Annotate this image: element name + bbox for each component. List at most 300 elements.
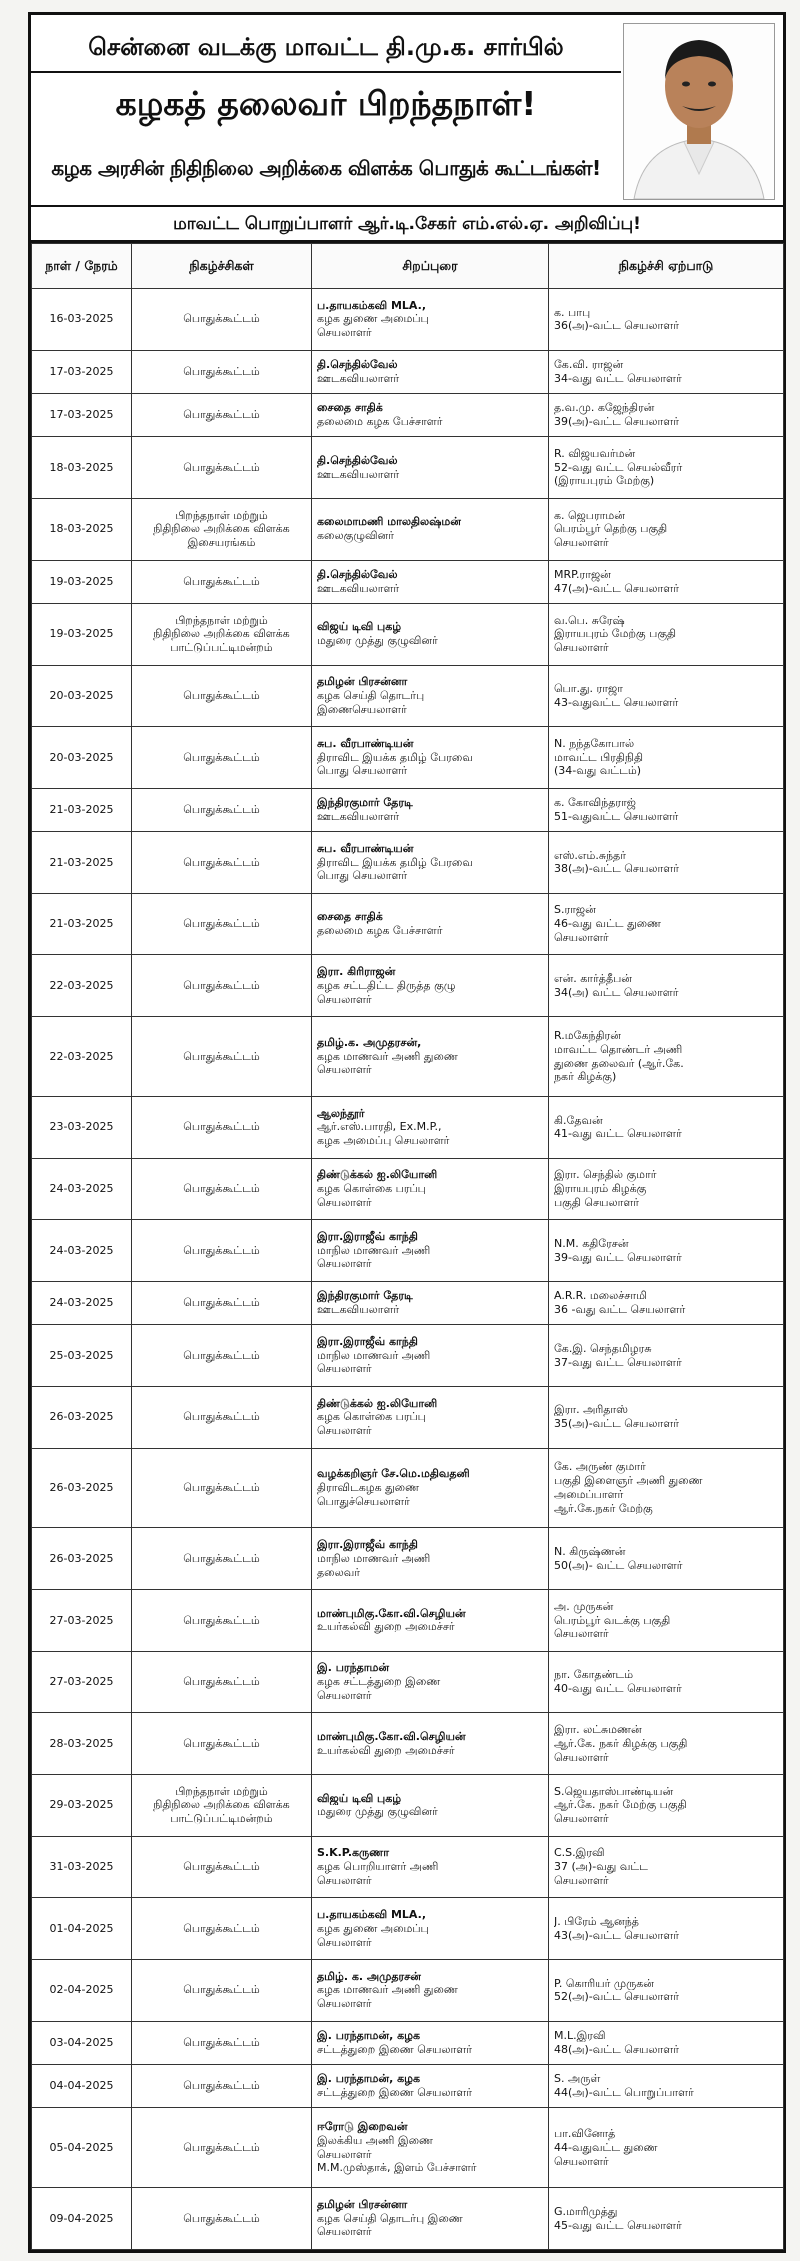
speaker-cell-line: கழக மாணவர் அணி துணை bbox=[317, 1049, 458, 1063]
organizer-cell-line: M.L.இரவி bbox=[554, 2029, 606, 2042]
table-row bbox=[32, 1017, 784, 1097]
table-row bbox=[32, 1386, 784, 1448]
speaker-cell bbox=[312, 1775, 549, 1837]
event-cell bbox=[132, 2108, 312, 2188]
organizer-cell-line: ஆர்.கே. நகர் கிழக்கு பகுதி bbox=[554, 1736, 688, 1750]
organizer-cell bbox=[549, 2064, 784, 2107]
date-cell: 21-03-2025 bbox=[32, 788, 132, 831]
speaker-cell bbox=[312, 350, 549, 393]
table-row bbox=[32, 893, 784, 955]
date-cell: 24-03-2025 bbox=[32, 1281, 132, 1324]
speaker-cell-line: மாநில மாணவர் அணி bbox=[317, 1243, 431, 1257]
organizer-cell-line: 36(அ)-வட்ட செயலாளர் bbox=[554, 319, 679, 333]
organizer-cell bbox=[549, 560, 784, 603]
organizer-cell-line: கே.வி. ராஜன் bbox=[554, 358, 624, 372]
speaker-cell-line: செயலாளர் bbox=[317, 2225, 372, 2239]
speaker-cell-line: கழக துணை அமைப்பு bbox=[317, 312, 429, 326]
speaker-cell-line: மாண்புமிகு.கோ.வி.செழியன் bbox=[317, 1729, 466, 1743]
date-cell: 17-03-2025 bbox=[32, 393, 132, 436]
organizer-cell-line: P. கொரியர் முருகன் bbox=[554, 1976, 654, 1990]
organizer-cell-line: 37 (அ)-வது வட்ட bbox=[554, 1860, 648, 1874]
event-cell-line: பொதுக்கூட்டம் bbox=[183, 1296, 260, 1310]
organizer-cell bbox=[549, 350, 784, 393]
speaker-cell bbox=[312, 1386, 549, 1448]
date-cell: 26-03-2025 bbox=[32, 1448, 132, 1528]
organizer-cell-line: இராயபுரம் கிழக்கு bbox=[554, 1182, 647, 1196]
organizer-cell-line: 40-வது வட்ட செயலாளர் bbox=[554, 1682, 682, 1696]
organizer-cell-line: 34(அ) வட்ட செயலாளர் bbox=[554, 985, 679, 999]
organizer-cell bbox=[549, 1158, 784, 1220]
organizer-cell-line: இரா. செந்தில் குமார் bbox=[554, 1168, 657, 1182]
table-row bbox=[32, 1651, 784, 1713]
event-cell-line: பொதுக்கூட்டம் bbox=[183, 1736, 260, 1750]
organizer-cell-line: 43(அ)-வட்ட செயலாளர் bbox=[554, 1928, 679, 1942]
date-cell: 29-03-2025 bbox=[32, 1775, 132, 1837]
speaker-cell-line: இ. பரந்தாமன் bbox=[317, 1661, 390, 1675]
speaker-cell-line: இரா.இராஜீவ் காந்தி bbox=[317, 1334, 418, 1348]
event-cell-line: பொதுக்கூட்டம் bbox=[183, 312, 260, 326]
table-row bbox=[32, 1959, 784, 2021]
organizer-cell-line: 44(அ)-வட்ட பொறுப்பாளர் bbox=[554, 2086, 694, 2100]
speaker-cell-line: தலைமை கழக பேச்சாளர் bbox=[317, 415, 443, 429]
event-cell bbox=[132, 2188, 312, 2250]
speaker-cell-line: இலக்கிய அணி இணை bbox=[317, 2133, 433, 2147]
speaker-cell bbox=[312, 1220, 549, 1282]
table-row bbox=[32, 2108, 784, 2188]
speaker-cell bbox=[312, 1448, 549, 1528]
table-row bbox=[32, 1220, 784, 1282]
organizer-cell-line: 46-வது வட்ட துணை bbox=[554, 917, 662, 931]
organizer-cell-line: ஆர்.கே.நகர் மேற்கு bbox=[554, 1501, 653, 1515]
event-cell bbox=[132, 727, 312, 789]
speaker-cell-line: செயலாளர் bbox=[317, 992, 372, 1006]
organizer-cell bbox=[549, 603, 784, 665]
date-cell: 24-03-2025 bbox=[32, 1158, 132, 1220]
organizer-cell-line: என். கார்த்தீபன் bbox=[554, 971, 632, 985]
table-row bbox=[32, 350, 784, 393]
speaker-cell-line: கழக சட்டத்துறை இணை bbox=[317, 1675, 441, 1689]
organizer-cell-line: C.S.இரவி bbox=[554, 1846, 605, 1860]
speaker-cell-line: கழக மாணவர் அணி துணை bbox=[317, 1983, 458, 1997]
organizer-cell-line: நா. கோதண்டம் bbox=[554, 1668, 634, 1682]
organizer-cell-line: இரா. லட்சுமணன் bbox=[554, 1723, 642, 1737]
events-table bbox=[31, 243, 784, 2250]
date-cell: 04-04-2025 bbox=[32, 2064, 132, 2107]
date-cell: 18-03-2025 bbox=[32, 498, 132, 560]
organizer-cell-line: G.மாரிமுத்து bbox=[554, 2204, 618, 2218]
event-cell-line: பொதுக்கூட்டம் bbox=[183, 2211, 260, 2225]
organizer-cell bbox=[549, 1898, 784, 1960]
event-cell-line: பாட்டுப்பட்டிமன்றம் bbox=[170, 641, 273, 655]
organizer-cell-line: 52-வது வட்ட செயல்வீரர் bbox=[554, 460, 683, 474]
speaker-cell-line: ஈரோடு இறைவன் bbox=[317, 2120, 408, 2134]
event-cell-line: பொதுக்கூட்டம் bbox=[183, 917, 260, 931]
event-cell-line: பொதுக்கூட்டம் bbox=[183, 750, 260, 764]
speaker-cell bbox=[312, 437, 549, 499]
table-header-row bbox=[32, 244, 784, 289]
date-cell: 21-03-2025 bbox=[32, 893, 132, 955]
organizer-cell bbox=[549, 955, 784, 1017]
date-cell: 28-03-2025 bbox=[32, 1713, 132, 1775]
organizer-cell-line: கி.தேவன் bbox=[554, 1113, 603, 1127]
date-cell: 19-03-2025 bbox=[32, 603, 132, 665]
date-cell: 22-03-2025 bbox=[32, 955, 132, 1017]
organizer-cell-line: N. கிருஷ்ணன் bbox=[554, 1545, 626, 1559]
event-cell bbox=[132, 1325, 312, 1387]
event-cell bbox=[132, 1386, 312, 1448]
event-cell-line: பொதுக்கூட்டம் bbox=[183, 2035, 260, 2049]
organizer-cell-line: R.மகேந்திரன் bbox=[554, 1029, 621, 1042]
speaker-cell bbox=[312, 1651, 549, 1713]
speaker-cell-line: சுப. வீரபாண்டியன் bbox=[317, 736, 414, 750]
date-cell: 22-03-2025 bbox=[32, 1017, 132, 1097]
event-cell bbox=[132, 955, 312, 1017]
speaker-cell bbox=[312, 2064, 549, 2107]
organizer-cell-line: MRP.ராஜன் bbox=[554, 567, 611, 581]
speaker-cell-line: தமிழன் பிரசன்னா bbox=[317, 2197, 408, 2211]
event-cell bbox=[132, 1959, 312, 2021]
table-row bbox=[32, 498, 784, 560]
organizer-cell-line: 48(அ)-வட்ட செயலாளர் bbox=[554, 2042, 679, 2056]
organizer-cell bbox=[549, 1959, 784, 2021]
speaker-cell-line: ஊடகவியலாளர் bbox=[317, 809, 400, 823]
date-cell: 20-03-2025 bbox=[32, 665, 132, 727]
speaker-cell bbox=[312, 2108, 549, 2188]
organizer-cell-line: (34-வது வட்டம்) bbox=[554, 764, 642, 778]
organizer-cell-line: பகுதி இளைஞர் அணி துணை bbox=[554, 1474, 703, 1488]
speaker-cell-line: இ. பரந்தாமன், கழக bbox=[317, 2029, 420, 2042]
organizer-cell bbox=[549, 2021, 784, 2064]
speaker-cell-line: செயலாளர் bbox=[317, 1424, 372, 1438]
organizer-cell bbox=[549, 1220, 784, 1282]
speaker-cell-line: தமிழன் பிரசன்னா bbox=[317, 675, 408, 689]
speaker-cell bbox=[312, 1325, 549, 1387]
event-cell-line: பொதுக்கூட்டம் bbox=[183, 1921, 260, 1935]
organizer-cell bbox=[549, 1836, 784, 1898]
header-line-district: சென்னை வடக்கு மாவட்ட தி.மு.க. சார்பில் bbox=[31, 23, 621, 73]
organizer-cell-line: அ. முருகன் bbox=[554, 1599, 614, 1613]
organizer-cell-line: 41-வது வட்ட செயலாளர் bbox=[554, 1127, 682, 1141]
event-cell-line: பொதுக்கூட்டம் bbox=[183, 803, 260, 817]
speaker-cell-line: தி.செந்தில்வேல் bbox=[317, 358, 398, 372]
event-cell bbox=[132, 2021, 312, 2064]
table-row bbox=[32, 1590, 784, 1652]
speaker-cell-line: ப.தாயகம்கவி MLA., bbox=[317, 1908, 427, 1921]
speaker-cell-line: S.K.P.கருணா bbox=[317, 1846, 389, 1860]
event-cell-line: பொதுக்கூட்டம் bbox=[183, 1481, 260, 1495]
speaker-cell-line: ப.தாயகம்கவி MLA., bbox=[317, 298, 427, 312]
date-cell: 01-04-2025 bbox=[32, 1898, 132, 1960]
speaker-cell bbox=[312, 832, 549, 894]
date-cell: 27-03-2025 bbox=[32, 1651, 132, 1713]
organizer-cell-line: N. நந்தகோபால் bbox=[554, 736, 635, 750]
speaker-cell bbox=[312, 893, 549, 955]
event-cell bbox=[132, 1220, 312, 1282]
speaker-cell bbox=[312, 1959, 549, 2021]
organizer-cell bbox=[549, 437, 784, 499]
event-cell bbox=[132, 832, 312, 894]
speaker-cell-line: தமிழ்.க. அமுதரசன், bbox=[317, 1035, 422, 1049]
date-cell: 21-03-2025 bbox=[32, 832, 132, 894]
table-row bbox=[32, 1836, 784, 1898]
organizer-cell-line: 50(அ)- வட்ட செயலாளர் bbox=[554, 1558, 683, 1572]
organizer-cell-line: 45-வது வட்ட செயலாளர் bbox=[554, 2218, 682, 2232]
event-cell bbox=[132, 1898, 312, 1960]
table-row bbox=[32, 832, 784, 894]
col-header-event: நிகழ்ச்சிகள் bbox=[132, 244, 312, 289]
organizer-cell-line: செயலாளர் bbox=[554, 930, 609, 944]
date-cell: 19-03-2025 bbox=[32, 560, 132, 603]
col-header-organizer: நிகழ்ச்சி ஏற்பாடு bbox=[549, 244, 784, 289]
organizer-cell-line: 47(அ)-வட்ட செயலாளர் bbox=[554, 581, 679, 595]
speaker-cell-line: இரா. கிரிராஜன் bbox=[317, 965, 396, 979]
event-cell bbox=[132, 2064, 312, 2107]
speaker-cell-line: சுப. வீரபாண்டியன் bbox=[317, 841, 414, 855]
event-cell-line: பிறந்தநாள் மற்றும் bbox=[175, 613, 268, 627]
speaker-cell-line: செயலாளர் bbox=[317, 1362, 372, 1376]
speaker-cell-line: மாண்புமிகு.கோ.வி.செழியன் bbox=[317, 1606, 466, 1620]
event-cell bbox=[132, 437, 312, 499]
notice-sheet bbox=[28, 12, 786, 2253]
organizer-cell-line: 36 -வது வட்ட செயலாளர் bbox=[554, 1303, 686, 1317]
date-cell: 20-03-2025 bbox=[32, 727, 132, 789]
organizer-cell-line: 37-வது வட்ட செயலாளர் bbox=[554, 1355, 682, 1369]
table-row bbox=[32, 1898, 784, 1960]
organizer-cell-line: க. கோவிந்தராஜ் bbox=[554, 796, 636, 810]
organizer-cell bbox=[549, 1281, 784, 1324]
event-cell-line: பொதுக்கூட்டம் bbox=[183, 1410, 260, 1424]
organizer-cell-line: 34-வது வட்ட செயலாளர் bbox=[554, 371, 682, 385]
speaker-cell-line: சட்டத்துறை இணை செயலாளர் bbox=[317, 2042, 472, 2056]
speaker-cell-line: கழக பொறியாளர் அணி bbox=[317, 1860, 439, 1874]
speaker-cell bbox=[312, 1281, 549, 1324]
organizer-cell bbox=[549, 1713, 784, 1775]
event-cell bbox=[132, 1281, 312, 1324]
organizer-cell-line: பெரம்பூர் தெற்கு பகுதி bbox=[554, 522, 668, 536]
organizer-cell-line: கே.இ. செந்தமிழரசு bbox=[554, 1341, 652, 1355]
col-header-date: நாள் / நேரம் bbox=[32, 244, 132, 289]
organizer-cell-line: ஆர்.கே. நகர் மேற்கு பகுதி bbox=[554, 1798, 687, 1812]
table-row bbox=[32, 788, 784, 831]
speaker-cell-line: கழக சட்டதிட்ட திருத்த குழு bbox=[317, 978, 456, 992]
speaker-cell-line: இரா.இராஜீவ் காந்தி bbox=[317, 1229, 418, 1243]
speaker-cell bbox=[312, 1017, 549, 1097]
organizer-cell-line: இரா. அரிதாஸ் bbox=[554, 1403, 628, 1417]
speaker-cell bbox=[312, 1713, 549, 1775]
date-cell: 23-03-2025 bbox=[32, 1096, 132, 1158]
organizer-cell-line: பா.வினோத் bbox=[554, 2127, 616, 2141]
date-cell: 31-03-2025 bbox=[32, 1836, 132, 1898]
event-cell bbox=[132, 498, 312, 560]
event-cell bbox=[132, 1448, 312, 1528]
speaker-cell bbox=[312, 393, 549, 436]
speaker-cell bbox=[312, 498, 549, 560]
organizer-cell bbox=[549, 832, 784, 894]
organizer-cell-line: 39(அ)-வட்ட செயலாளர் bbox=[554, 415, 679, 429]
speaker-cell-line: செயலாளர் bbox=[317, 1063, 372, 1077]
organizer-cell bbox=[549, 1096, 784, 1158]
event-cell-line: பிறந்தநாள் மற்றும் bbox=[175, 508, 268, 522]
speaker-cell-line: சைதை சாதிக் bbox=[317, 401, 383, 415]
speaker-cell-line: இணைசெயலாளர் bbox=[317, 702, 407, 716]
date-cell: 27-03-2025 bbox=[32, 1590, 132, 1652]
speaker-cell bbox=[312, 1528, 549, 1590]
organizer-cell-line: பெரம்பூர் வடக்கு பகுதி bbox=[554, 1613, 671, 1627]
organizer-cell-line: மாவட்ட தொண்டர் அணி bbox=[554, 1042, 683, 1056]
organizer-cell bbox=[549, 2108, 784, 2188]
leader-photo bbox=[623, 23, 775, 200]
date-cell: 03-04-2025 bbox=[32, 2021, 132, 2064]
organizer-cell bbox=[549, 1325, 784, 1387]
person-portrait-icon bbox=[624, 24, 774, 199]
event-cell-line: பொதுக்கூட்டம் bbox=[183, 1182, 260, 1196]
organizer-cell-line: 43-வதுவட்ட செயலாளர் bbox=[554, 695, 679, 709]
event-cell-line: இசையரங்கம் bbox=[187, 536, 256, 550]
table-row bbox=[32, 393, 784, 436]
organizer-cell-line: செயலாளர் bbox=[554, 536, 609, 550]
event-cell bbox=[132, 1590, 312, 1652]
organizer-cell bbox=[549, 393, 784, 436]
organizer-cell bbox=[549, 893, 784, 955]
speaker-cell bbox=[312, 955, 549, 1017]
organizer-cell-line: எஸ்.எம்.சுந்தர் bbox=[554, 848, 626, 862]
speaker-cell-line: செயலாளர் bbox=[317, 326, 372, 340]
table-row bbox=[32, 2021, 784, 2064]
organizer-cell bbox=[549, 1528, 784, 1590]
table-row bbox=[32, 1528, 784, 1590]
event-cell-line: பொதுக்கூட்டம் bbox=[183, 574, 260, 588]
speaker-cell-line: திண்டுக்கல் ஐ.லியோனி bbox=[317, 1396, 438, 1410]
speaker-cell-line: செயலாளர் bbox=[317, 1873, 372, 1887]
speaker-cell-line: உயர்கல்வி துறை அமைச்சர் bbox=[317, 1620, 455, 1634]
organizer-cell-line: J. பிரேம் ஆனந்த் bbox=[554, 1914, 639, 1928]
speaker-cell bbox=[312, 2021, 549, 2064]
date-cell: 25-03-2025 bbox=[32, 1325, 132, 1387]
speaker-cell-line: தலைவர் bbox=[317, 1565, 360, 1579]
event-cell-line: பொதுக்கூட்டம் bbox=[183, 1348, 260, 1362]
event-cell-line: பொதுக்கூட்டம் bbox=[183, 364, 260, 378]
speaker-cell-line: விஜய் டிவி புகழ் bbox=[317, 620, 402, 634]
organizer-cell bbox=[549, 498, 784, 560]
organizer-cell-line: செயலாளர் bbox=[554, 641, 609, 655]
speaker-cell bbox=[312, 560, 549, 603]
organizer-cell-line: 38(அ)-வட்ட செயலாளர் bbox=[554, 862, 679, 876]
organizer-cell-line: 52(அ)-வட்ட செயலாளர் bbox=[554, 1990, 679, 2004]
organizer-cell bbox=[549, 1017, 784, 1097]
table-row bbox=[32, 727, 784, 789]
speaker-cell-line: வழக்கறிஞர் சே.மெ.மதிவதனி bbox=[317, 1467, 470, 1481]
speaker-cell-line: கழக கொள்கை பரப்பு bbox=[317, 1182, 426, 1196]
event-cell-line: பொதுக்கூட்டம் bbox=[183, 1120, 260, 1134]
table-row bbox=[32, 1325, 784, 1387]
organizer-cell bbox=[549, 1448, 784, 1528]
speaker-cell-line: இரா.இராஜீவ் காந்தி bbox=[317, 1538, 418, 1552]
event-cell-line: நிதிநிலை அறிக்கை விளக்க bbox=[153, 627, 290, 641]
table-row bbox=[32, 1448, 784, 1528]
table-row bbox=[32, 1713, 784, 1775]
event-cell bbox=[132, 1775, 312, 1837]
speaker-cell-line: சைதை சாதிக் bbox=[317, 910, 383, 924]
speaker-cell bbox=[312, 1836, 549, 1898]
date-cell: 02-04-2025 bbox=[32, 1959, 132, 2021]
table-row bbox=[32, 603, 784, 665]
date-cell: 05-04-2025 bbox=[32, 2108, 132, 2188]
event-cell-line: பொதுக்கூட்டம் bbox=[183, 2079, 260, 2093]
table-row bbox=[32, 2064, 784, 2107]
speaker-cell-line: திண்டுக்கல் ஐ.லியோனி bbox=[317, 1168, 438, 1182]
organizer-cell-line: செயலாளர் bbox=[554, 1873, 609, 1887]
speaker-cell-line: கலைமாமணி மாலதிலஷ்மன் bbox=[317, 515, 461, 529]
header-line-title: கழகத் தலைவர் பிறந்தநாள்! bbox=[115, 84, 537, 123]
speaker-cell-line: செயலாளர் bbox=[317, 1257, 372, 1271]
date-cell: 16-03-2025 bbox=[32, 289, 132, 351]
organizer-cell-line: பொ.து. ராஜா bbox=[554, 682, 623, 696]
event-cell-line: பிறந்தநாள் மற்றும் bbox=[175, 1784, 268, 1798]
event-cell bbox=[132, 1836, 312, 1898]
organizer-cell-line: செயலாளர் bbox=[554, 1750, 609, 1764]
organizer-cell bbox=[549, 1386, 784, 1448]
speaker-cell-line: தி.செந்தில்வேல் bbox=[317, 567, 398, 581]
date-cell: 24-03-2025 bbox=[32, 1220, 132, 1282]
speaker-cell bbox=[312, 727, 549, 789]
speaker-cell-line: செயலாளர் bbox=[317, 1935, 372, 1949]
speaker-cell-line: மதுரை முத்து குழுவினர் bbox=[317, 634, 438, 648]
event-cell bbox=[132, 1017, 312, 1097]
organizer-cell-line: 39-வது வட்ட செயலாளர் bbox=[554, 1250, 682, 1264]
speaker-cell-line: பொதுச்செயலாளர் bbox=[317, 1494, 410, 1508]
speaker-cell bbox=[312, 289, 549, 351]
speaker-cell-line: இந்திரகுமார் தேரடி bbox=[317, 1289, 413, 1303]
event-cell-line: பொதுக்கூட்டம் bbox=[183, 1049, 260, 1063]
event-cell bbox=[132, 893, 312, 955]
speaker-cell bbox=[312, 603, 549, 665]
speaker-cell bbox=[312, 1096, 549, 1158]
speaker-cell-line: செயலாளர் bbox=[317, 1688, 372, 1702]
organizer-cell-line: 51-வதுவட்ட செயலாளர் bbox=[554, 809, 679, 823]
organizer-cell bbox=[549, 1651, 784, 1713]
event-cell-line: பொதுக்கூட்டம் bbox=[183, 978, 260, 992]
event-cell-line: பொதுக்கூட்டம் bbox=[183, 1243, 260, 1257]
date-cell: 17-03-2025 bbox=[32, 350, 132, 393]
date-cell: 26-03-2025 bbox=[32, 1386, 132, 1448]
organizer-cell-line: (இராயபுரம் மேற்கு) bbox=[554, 474, 655, 488]
event-cell-line: பொதுக்கூட்டம் bbox=[183, 688, 260, 702]
table-row bbox=[32, 2188, 784, 2250]
table-row bbox=[32, 1096, 784, 1158]
speaker-cell-line: செயலாளர் bbox=[317, 1997, 372, 2011]
event-cell bbox=[132, 1158, 312, 1220]
event-cell bbox=[132, 1651, 312, 1713]
organizer-cell-line: பகுதி செயலாளர் bbox=[554, 1195, 640, 1209]
organizer-cell-line: S.ராஜன் bbox=[554, 903, 596, 917]
speaker-cell-line: செயலாளர் bbox=[317, 1195, 372, 1209]
speaker-cell-line: பொது செயலாளர் bbox=[317, 869, 408, 883]
organizer-cell bbox=[549, 1775, 784, 1837]
speaker-cell-line: ஊடகவியலாளர் bbox=[317, 371, 400, 385]
speaker-cell-line: M.M.முஸ்தாக், இளம் பேச்சாளர் bbox=[317, 2161, 477, 2175]
organizer-cell-line: வ.பெ. சுரேஷ் bbox=[554, 613, 625, 627]
date-cell: 26-03-2025 bbox=[32, 1528, 132, 1590]
speaker-cell-line: கழக கொள்கை பரப்பு bbox=[317, 1410, 426, 1424]
event-cell-line: பாட்டுப்பட்டிமன்றம் bbox=[170, 1812, 273, 1826]
col-header-speaker: சிறப்புரை bbox=[312, 244, 549, 289]
event-cell-line: பொதுக்கூட்டம் bbox=[183, 408, 260, 422]
event-cell bbox=[132, 1713, 312, 1775]
event-cell bbox=[132, 1528, 312, 1590]
speaker-cell-line: ஆர்.எஸ்.பாரதி, Ex.M.P., bbox=[317, 1120, 442, 1134]
organizer-cell bbox=[549, 2188, 784, 2250]
organizer-cell bbox=[549, 1590, 784, 1652]
